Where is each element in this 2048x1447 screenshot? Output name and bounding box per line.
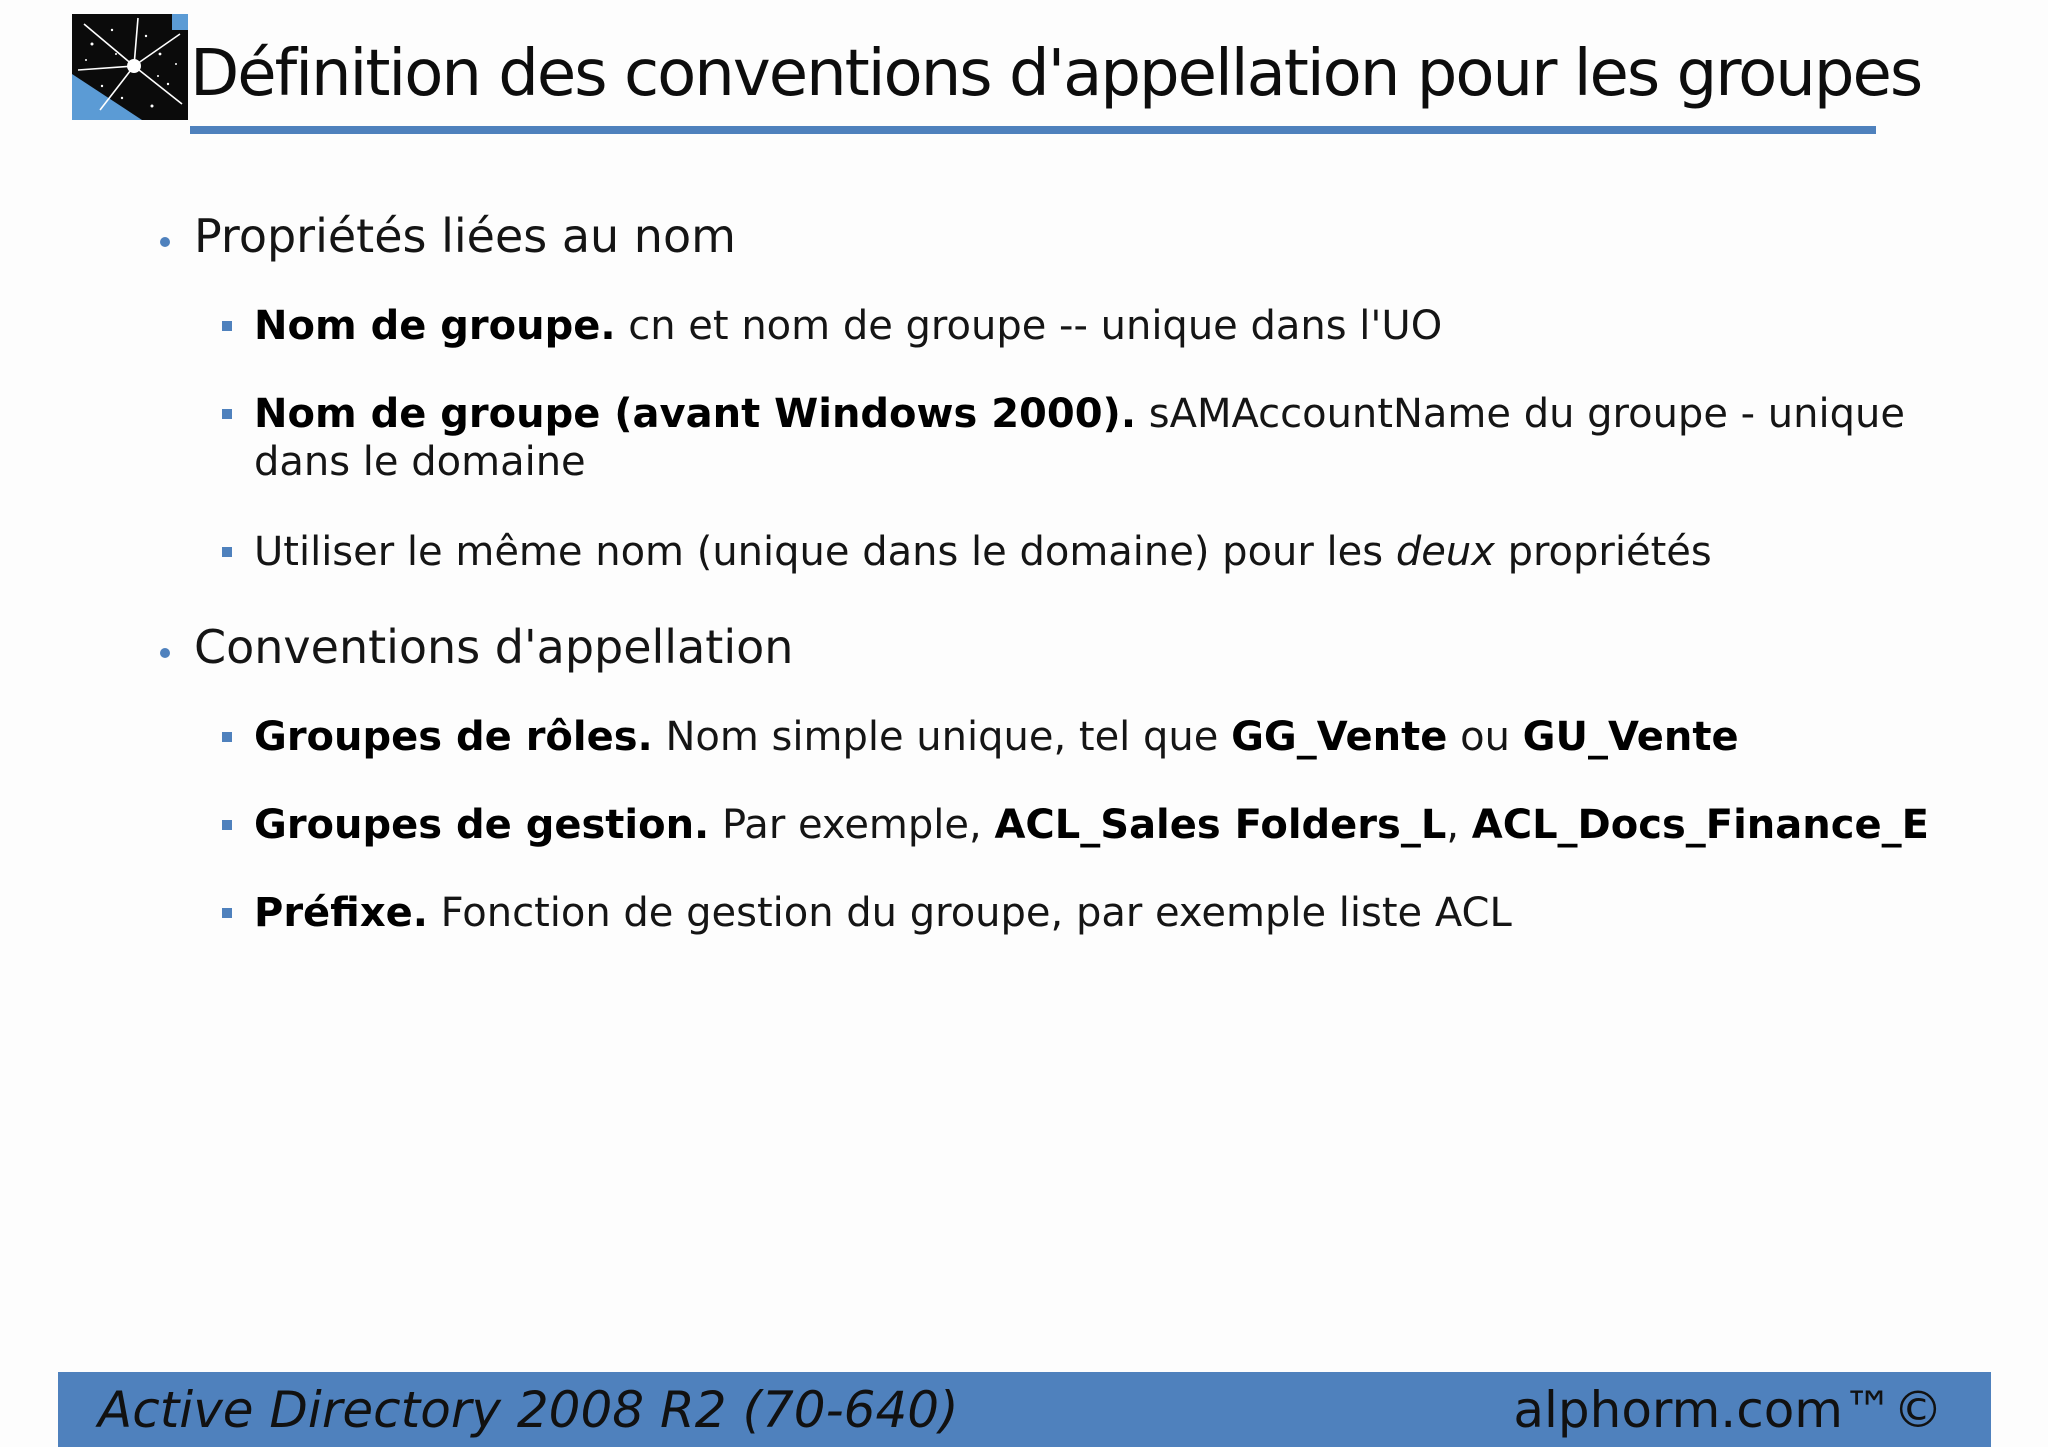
item-text: ,: [1446, 802, 1472, 848]
list-item: [254, 801, 1974, 849]
slide-title: Définition des conventions d'appellation pour les groupes: [190, 37, 1922, 111]
list-item: [254, 302, 1974, 350]
item-term: ACL_Docs_Finance_E: [1471, 802, 1929, 848]
item-bullet: [222, 547, 232, 557]
item-text: propriétés: [1494, 529, 1712, 575]
item-bullet: [222, 820, 232, 830]
item-bullet: [222, 908, 232, 918]
item-text: cn et nom de groupe -- unique dans l'UO: [615, 303, 1443, 349]
item-term: Groupes de gestion.: [254, 802, 710, 848]
footer-brand: alphorm.com™©: [1513, 1381, 1943, 1439]
item-text: Nom simple unique, tel que: [652, 714, 1232, 760]
item-term: GU_Vente: [1522, 714, 1739, 760]
item-bullet: [222, 732, 232, 742]
item-text: Fonction de gestion du groupe, par exemple liste ACL: [427, 890, 1512, 936]
item-text: ou: [1447, 714, 1523, 760]
item-term: Préfixe.: [254, 890, 428, 936]
item-bullet: [222, 409, 232, 419]
list-item: [254, 390, 1974, 486]
item-term: Nom de groupe (avant Windows 2000).: [254, 391, 1137, 437]
footer-course-title: Active Directory 2008 R2 (70-640): [98, 1381, 959, 1439]
section-bullet: [160, 648, 170, 658]
list-item: [254, 889, 1974, 937]
item-term: ACL_Sales Folders_L: [994, 802, 1447, 848]
item-term: Groupes de rôles.: [254, 714, 653, 760]
footer-bar: [58, 1372, 1991, 1447]
item-text: Par exemple,: [709, 802, 995, 848]
section-heading: Conventions d'appellation: [194, 620, 794, 674]
list-item: [254, 713, 1974, 761]
starburst-logo-icon: [72, 14, 188, 120]
section-bullet: [160, 237, 170, 247]
title-underline: [190, 126, 1876, 134]
list-item: [254, 528, 1974, 576]
item-emphasis: deux: [1395, 529, 1495, 575]
item-text: sAMAccountName du groupe - unique dans le domaine: [254, 391, 1905, 485]
item-term: GG_Vente: [1231, 714, 1448, 760]
item-term: Nom de groupe.: [254, 303, 616, 349]
item-bullet: [222, 321, 232, 331]
section-heading: Propriétés liées au nom: [194, 209, 736, 263]
item-text: Utiliser le même nom (unique dans le domaine) pour les: [254, 529, 1396, 575]
